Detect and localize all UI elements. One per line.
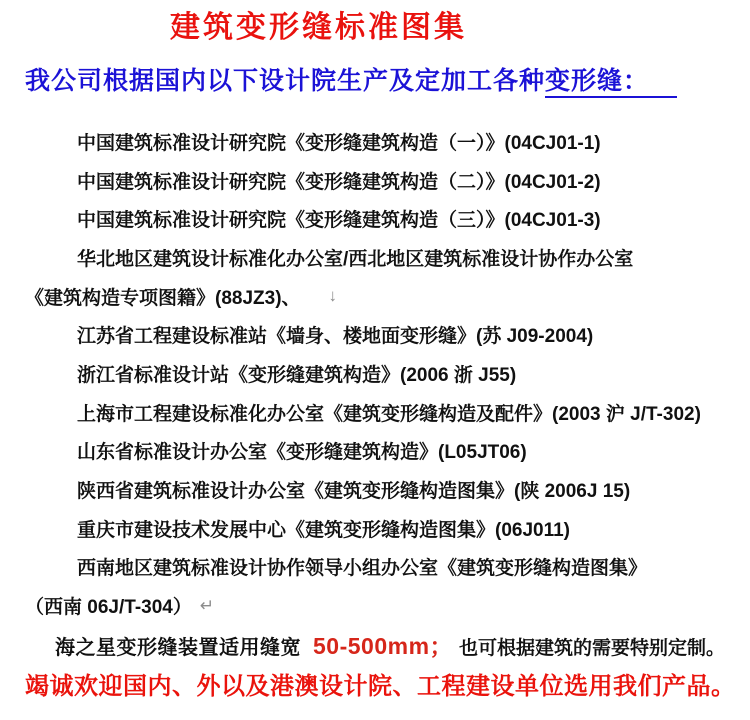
standard-item-text: 中国建筑标准设计研究院《变形缝建筑构造（一）》(04CJ01-1) xyxy=(77,132,601,154)
standard-item-text: 中国建筑标准设计研究院《变形缝建筑构造（二）》(04CJ01-2) xyxy=(77,171,601,193)
standard-list-item xyxy=(25,548,735,587)
standard-list-item xyxy=(25,509,735,548)
standard-list-item xyxy=(25,432,735,471)
page-title: 建筑变形缝标准图集 xyxy=(170,11,467,44)
note-highlight: 50-500mm； xyxy=(313,632,454,659)
note-suffix: 也可根据建筑的需要特别定制。 xyxy=(459,637,726,659)
document-page xyxy=(0,10,750,720)
intro-line xyxy=(25,64,750,98)
standard-item-text: 中国建筑标准设计研究院《变形缝建筑构造（三）》(04CJ01-3) xyxy=(77,210,601,232)
standard-item-text: 《建筑构造专项图籍》(88JZ3)、 xyxy=(25,287,301,309)
standards-list xyxy=(25,122,735,625)
standard-item-text: 上海市工程建设标准化办公室《建筑变形缝构造及配件》(2003 沪 J/T-302) xyxy=(77,403,701,425)
standard-list-item xyxy=(25,277,735,316)
standard-list-item xyxy=(25,354,735,393)
standard-item-text: 西南地区建筑标准设计协作领导小组办公室《建筑变形缝构造图集》 xyxy=(77,558,648,580)
standard-list-item xyxy=(25,586,735,625)
intro-prefix: 我公司根据国内以下设计院生产及定加工各种 xyxy=(25,67,546,95)
standard-list-item xyxy=(25,122,735,161)
intro-underlined-link[interactable]: 变形缝： xyxy=(545,67,677,98)
note-line xyxy=(55,631,750,664)
standard-item-text: （西南 06J/T-304） xyxy=(25,597,192,619)
paragraph-return-mark-icon: ↵ xyxy=(199,595,215,615)
standard-item-text: 重庆市建设技术发展中心《建筑变形缝构造图集》(06J011) xyxy=(77,519,571,541)
note-prefix: 海之星变形缝装置适用缝宽 xyxy=(55,636,301,659)
footer-slogan: 竭诚欢迎国内、外以及港澳设计院、工程建设单位选用我们产品。 xyxy=(25,672,736,700)
line-break-mark-icon: ↓ xyxy=(328,286,338,306)
standard-list-item xyxy=(25,393,735,432)
standard-list-item xyxy=(25,238,735,277)
standard-item-text: 陕西省建筑标准设计办公室《建筑变形缝构造图集》(陕 2006J 15) xyxy=(77,481,631,503)
standard-list-item xyxy=(25,199,735,238)
standard-item-text: 浙江省标准设计站《变形缝建筑构造》(2006 浙 J55) xyxy=(77,364,517,386)
standard-item-text: 华北地区建筑设计标准化办公室/西北地区建筑标准设计协作办公室 xyxy=(77,248,634,270)
standard-item-text: 山东省标准设计办公室《变形缝建筑构造》(L05JT06) xyxy=(77,442,527,464)
standard-list-item xyxy=(25,315,735,354)
standard-list-item xyxy=(25,161,735,200)
standard-item-text: 江苏省工程建设标准站《墙身、楼地面变形缝》(苏 J09-2004) xyxy=(77,326,594,348)
standard-list-item xyxy=(25,470,735,509)
